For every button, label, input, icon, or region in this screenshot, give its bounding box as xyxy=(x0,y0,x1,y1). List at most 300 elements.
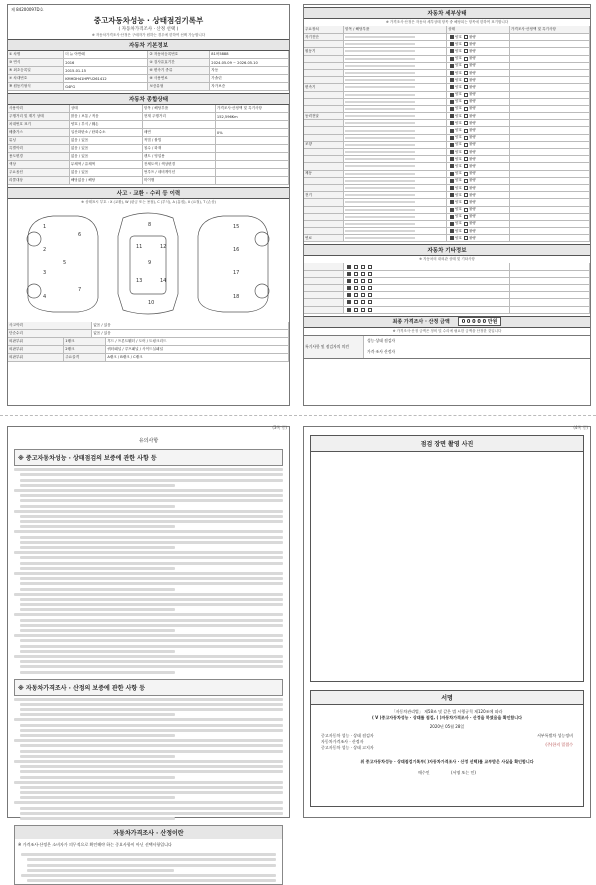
detail-item-cell xyxy=(344,84,447,90)
detail-item-text xyxy=(345,101,415,103)
detail-item-text xyxy=(345,79,415,81)
detail-note-cell xyxy=(510,207,590,213)
detail-row xyxy=(304,178,590,185)
detail-row xyxy=(304,41,590,48)
text-line xyxy=(20,791,283,794)
detail-item-text xyxy=(345,223,415,225)
status-checkbox xyxy=(450,136,454,140)
detail-note-cell xyxy=(510,228,590,234)
detail-group-cell xyxy=(304,41,344,47)
status-label: 양호 xyxy=(454,48,462,53)
detail-status-cell xyxy=(447,214,510,220)
other-info-table xyxy=(304,263,590,313)
detail-note-cell xyxy=(510,185,590,191)
detail-status-cell xyxy=(447,156,510,162)
table-cell: 없음 / 있음 xyxy=(92,330,289,337)
text-line xyxy=(20,588,175,591)
status-checkbox xyxy=(450,85,454,89)
status-label: 불량 xyxy=(468,178,476,183)
text-line xyxy=(20,515,283,518)
notice-section-3-box xyxy=(14,825,283,885)
detail-status-cell xyxy=(447,84,510,90)
status-checkbox xyxy=(464,100,468,104)
text-line xyxy=(14,551,283,554)
detail-note-cell xyxy=(510,163,590,169)
detail-group-cell: 조향 xyxy=(304,142,344,148)
text-line xyxy=(20,660,283,663)
status-label: 양호 xyxy=(454,199,462,204)
detail-note-cell xyxy=(510,56,590,62)
detail-row xyxy=(304,171,590,178)
table-cell: 배출가스 xyxy=(8,129,70,136)
detail-note-cell xyxy=(510,113,590,119)
detail-item-text xyxy=(345,194,415,196)
other-checkbox xyxy=(347,272,351,276)
detail-note-cell xyxy=(510,84,590,90)
detail-item-text xyxy=(345,94,415,96)
table-cell: 2024.05.09 ~ 2026.05.10 xyxy=(210,59,289,66)
detail-row xyxy=(304,127,590,134)
detail-group-cell: 변속기 xyxy=(304,84,344,90)
detail-item-text xyxy=(345,165,415,167)
text-line xyxy=(20,536,283,539)
text-line xyxy=(14,489,283,492)
status-checkbox xyxy=(450,179,454,183)
detail-item-text xyxy=(345,108,415,110)
detail-note-cell xyxy=(510,77,590,83)
other-row xyxy=(304,285,590,292)
text-line xyxy=(20,807,283,810)
notice-body-1 xyxy=(8,468,289,673)
detail-status-cell xyxy=(447,63,510,69)
form-number: 제 84200097D호 xyxy=(11,7,44,12)
detail-item-cell xyxy=(344,70,447,76)
status-checkbox xyxy=(464,114,468,118)
car-part-number: 9 xyxy=(148,260,152,266)
other-status-cell xyxy=(344,292,510,298)
other-label-cell xyxy=(304,271,344,277)
special-notes-box xyxy=(304,335,590,359)
form-page-4 xyxy=(303,426,591,818)
status-checkbox xyxy=(450,236,454,240)
detail-group-cell: 자기진단 xyxy=(304,34,344,40)
table-cell: ③ 연식 xyxy=(8,59,64,66)
other-checkbox xyxy=(361,279,365,283)
text-line xyxy=(20,629,175,632)
car-part-number: 10 xyxy=(148,300,155,306)
page-number: (3쪽 중) xyxy=(272,425,287,430)
text-line xyxy=(14,530,283,533)
car-part-number: 1 xyxy=(43,224,47,230)
detail-row xyxy=(304,156,590,163)
table-cell: 침수 / 화재 xyxy=(143,145,216,152)
status-label: 불량 xyxy=(468,113,476,118)
table-cell: 항목 / 해당부품 xyxy=(143,105,216,112)
detail-item-cell xyxy=(344,185,447,191)
detail-item-cell xyxy=(344,113,447,119)
other-status-cell xyxy=(344,278,510,284)
status-checkbox xyxy=(464,57,468,61)
detail-group-cell xyxy=(304,163,344,169)
special-row-appraiser: 가격·조사 산정자 xyxy=(367,349,396,355)
status-checkbox xyxy=(464,143,468,147)
table-cell: G4FG xyxy=(64,83,148,90)
status-label: 불량 xyxy=(468,56,476,61)
detail-note-cell xyxy=(510,149,590,155)
status-checkbox xyxy=(464,107,468,111)
special-row-inspector: 성능·상태 점검자 xyxy=(367,338,396,344)
other-label-cell xyxy=(304,307,344,313)
table-cell: 152,596Km xyxy=(216,113,289,120)
table-cell: 리콜대상 xyxy=(8,177,70,184)
text-line xyxy=(20,608,175,611)
status-checkbox xyxy=(450,100,454,104)
status-checkbox xyxy=(450,143,454,147)
receiver-label: 매수인 xyxy=(418,770,430,775)
notice-section-3-title: 자동차가격조사 · 산정이란 xyxy=(15,826,282,839)
other-status-cell xyxy=(344,271,510,277)
status-label: 불량 xyxy=(468,171,476,176)
detail-item-text xyxy=(345,180,415,182)
table-cell: ⑧ 사용연료 xyxy=(148,75,210,82)
text-line xyxy=(20,744,283,747)
text-line xyxy=(27,864,276,867)
table-row xyxy=(8,51,289,59)
car-part-number: 6 xyxy=(78,232,82,238)
detail-item-text xyxy=(345,201,415,203)
status-label: 불량 xyxy=(468,185,476,190)
car-part-number: 5 xyxy=(63,260,67,266)
detail-item-text xyxy=(345,187,415,189)
text-line xyxy=(14,572,283,575)
final-amount-row xyxy=(304,316,590,328)
detail-status-cell xyxy=(447,135,510,141)
detail-status-cell xyxy=(447,178,510,184)
status-checkbox xyxy=(464,93,468,97)
status-checkbox xyxy=(450,129,454,133)
text-line xyxy=(20,765,283,768)
detail-item-cell xyxy=(344,56,447,62)
car-right-rear-wheel xyxy=(255,284,269,298)
text-line xyxy=(14,655,283,658)
detail-note-cell xyxy=(510,142,590,148)
other-status-cell xyxy=(344,263,510,269)
other-checkbox xyxy=(354,308,358,312)
detail-item-cell xyxy=(344,135,447,141)
detail-row xyxy=(304,84,590,91)
car-part-number: 17 xyxy=(233,270,240,276)
status-checkbox xyxy=(450,93,454,97)
detail-status-cell xyxy=(447,99,510,105)
detail-note-cell xyxy=(510,48,590,54)
status-label: 양호 xyxy=(454,84,462,89)
text-line xyxy=(20,619,283,622)
detail-item-cell xyxy=(344,163,447,169)
detail-row xyxy=(304,63,590,70)
text-line xyxy=(14,760,283,763)
text-line xyxy=(20,665,283,668)
table-cell: KMHDH41HPFU261412 xyxy=(64,75,148,82)
table-cell: 주요장치 xyxy=(304,26,344,33)
text-line xyxy=(20,650,175,653)
detail-group-cell xyxy=(304,106,344,112)
section-accident-history: 사고 · 교환 · 수리 등 이력 xyxy=(8,187,289,199)
other-row xyxy=(304,263,590,270)
signer-inspector: 중고자동차 성능 · 상태 점검자 xyxy=(321,733,374,738)
detail-status-cell xyxy=(447,185,510,191)
status-checkbox xyxy=(464,200,468,204)
signer-company: 서부특별차 성능정비 xyxy=(536,733,573,738)
car-left-front-wheel xyxy=(27,232,41,246)
detail-item-cell xyxy=(344,34,447,40)
text-line xyxy=(20,598,283,601)
other-note-cell xyxy=(510,285,590,291)
detail-status-cell xyxy=(447,171,510,177)
text-line xyxy=(20,729,283,732)
other-checkbox xyxy=(368,265,372,269)
table-row xyxy=(8,322,289,330)
detail-group-cell xyxy=(304,156,344,162)
table-cell xyxy=(216,145,289,152)
detail-note-cell xyxy=(510,92,590,98)
detail-row xyxy=(304,192,590,199)
status-label: 양호 xyxy=(454,70,462,75)
text-line xyxy=(14,698,283,701)
status-label: 불량 xyxy=(468,41,476,46)
status-label: 양호 xyxy=(454,178,462,183)
status-label: 양호 xyxy=(454,171,462,176)
status-checkbox xyxy=(464,193,468,197)
text-line xyxy=(20,505,175,508)
table-cell: 가격조사·산정액 및 특기사항 xyxy=(510,26,590,33)
other-checkbox xyxy=(361,308,365,312)
status-label: 불량 xyxy=(468,149,476,154)
detail-item-cell xyxy=(344,92,447,98)
detail-status-cell xyxy=(447,192,510,198)
text-line xyxy=(14,613,283,616)
detail-item-cell xyxy=(344,192,447,198)
table-cell: 없음 / 있음 xyxy=(92,322,289,329)
detail-note-cell xyxy=(510,214,590,220)
car-part-number: 11 xyxy=(136,244,143,250)
other-note-cell xyxy=(510,271,590,277)
company-seal: (주)한지 밀접수 xyxy=(545,742,573,747)
table-cell: 없음 / 있음 xyxy=(70,169,143,176)
text-line xyxy=(20,624,283,627)
status-checkbox xyxy=(464,215,468,219)
final-amount-label: 최종 가격조사 · 산정 금액 xyxy=(392,319,450,326)
detail-item-text xyxy=(345,137,415,139)
status-checkbox xyxy=(464,150,468,154)
detail-item-text xyxy=(345,216,415,218)
table-cell xyxy=(216,153,289,160)
detail-item-cell xyxy=(344,156,447,162)
table-cell: 없음 / 있음 xyxy=(70,153,143,160)
table-row xyxy=(8,105,289,113)
text-line xyxy=(20,724,283,727)
text-line xyxy=(21,874,276,877)
car-part-number: 2 xyxy=(43,247,47,253)
detail-note-cell xyxy=(510,171,590,177)
detail-item-cell xyxy=(344,127,447,133)
table-cell: 무채색 / 유채색 xyxy=(70,161,143,168)
detail-note-cell xyxy=(510,106,590,112)
table-cell xyxy=(216,177,289,184)
status-checkbox xyxy=(450,172,454,176)
status-checkbox xyxy=(450,200,454,204)
table-row xyxy=(8,153,289,161)
text-line xyxy=(21,853,276,856)
status-label: 양호 xyxy=(454,135,462,140)
table-cell: ⑦ 차대번호 xyxy=(8,75,64,82)
status-label: 불량 xyxy=(468,84,476,89)
table-row xyxy=(8,161,289,169)
table-cell: 튜닝 xyxy=(8,137,70,144)
other-note-cell xyxy=(510,299,590,305)
table-cell: 매연 xyxy=(143,129,216,136)
detail-row xyxy=(304,207,590,214)
detail-item-text xyxy=(345,130,415,132)
status-label: 양호 xyxy=(454,192,462,197)
detail-item-text xyxy=(345,65,415,67)
text-line xyxy=(20,484,175,487)
status-label: 양호 xyxy=(454,63,462,68)
detail-group-cell xyxy=(304,70,344,76)
detail-row xyxy=(304,163,590,170)
detail-group-cell xyxy=(304,214,344,220)
table-cell: 사고이력 xyxy=(8,322,92,329)
status-label: 불량 xyxy=(468,192,476,197)
other-checkbox xyxy=(368,300,372,304)
text-line xyxy=(14,468,283,471)
text-line xyxy=(27,869,174,872)
notice-section-1: ※ 중고자동차성능 · 상태점검의 보증에 관한 사항 등 xyxy=(14,449,283,466)
detail-status-cell xyxy=(447,127,510,133)
detail-item-cell xyxy=(344,221,447,227)
detail-group-cell xyxy=(304,56,344,62)
status-label: 불량 xyxy=(468,77,476,82)
detail-group-cell xyxy=(304,185,344,191)
text-line xyxy=(20,786,283,789)
status-label: 양호 xyxy=(454,41,462,46)
detail-group-cell xyxy=(304,120,344,126)
detail-item-cell xyxy=(344,106,447,112)
status-label: 양호 xyxy=(454,228,462,233)
table-cell: 1랭크 xyxy=(64,338,106,345)
table-row xyxy=(8,75,289,83)
text-line xyxy=(20,562,283,565)
car-part-number: 3 xyxy=(43,270,47,276)
text-line xyxy=(20,582,283,585)
detail-group-cell: 제동 xyxy=(304,171,344,177)
table-cell xyxy=(216,161,289,168)
detail-row xyxy=(304,70,590,77)
table-cell: 쿼터패널 / 루프패널 / 사이드실패널 xyxy=(106,346,289,353)
text-line xyxy=(20,639,283,642)
detail-group-cell xyxy=(304,207,344,213)
detail-item-text xyxy=(345,158,415,160)
text-line xyxy=(20,494,283,497)
status-checkbox xyxy=(450,107,454,111)
status-label: 양호 xyxy=(454,207,462,212)
table-cell: ④ 검사유효기간 xyxy=(148,59,210,66)
text-line xyxy=(20,817,175,820)
text-line xyxy=(14,510,283,513)
other-checkbox xyxy=(361,300,365,304)
detail-item-text xyxy=(345,173,415,175)
detail-note-cell xyxy=(510,178,590,184)
detail-status-cell xyxy=(447,48,510,54)
detail-group-cell xyxy=(304,221,344,227)
table-cell: 해당없음 / 해당 xyxy=(70,177,143,184)
status-checkbox xyxy=(450,78,454,82)
table-cell: 적법 / 불법 xyxy=(143,137,216,144)
table-cell: 전체도색 / 색상변경 xyxy=(143,161,216,168)
detail-row xyxy=(304,113,590,120)
detail-row xyxy=(304,221,590,228)
car-part-number: 15 xyxy=(233,224,240,230)
other-label-cell xyxy=(304,263,344,269)
text-line xyxy=(20,796,175,799)
detail-note-cell xyxy=(510,34,590,40)
table-cell: 미이행 xyxy=(143,177,216,184)
detail-item-cell xyxy=(344,120,447,126)
table-cell: 특별이력 xyxy=(8,145,70,152)
table-row xyxy=(8,121,289,129)
detail-status-cell xyxy=(447,199,510,205)
basic-info-table xyxy=(8,51,289,91)
status-label: 양호 xyxy=(454,56,462,61)
detail-status-cell xyxy=(447,120,510,126)
signature-law-2: ( V )중고자동차성능 · 상태를 점검, ( )자동차가격조사 · 산정을 하였음을 확인합니다 xyxy=(371,715,523,720)
table-cell: ② 자동차등록번호 xyxy=(148,51,210,58)
detail-row xyxy=(304,199,590,206)
detail-item-cell xyxy=(344,41,447,47)
text-line xyxy=(20,776,175,779)
table-cell: 보증유형 xyxy=(148,83,210,90)
other-checkbox xyxy=(347,265,351,269)
detail-item-cell xyxy=(344,142,447,148)
detail-item-text xyxy=(345,122,415,124)
car-part-number: 12 xyxy=(160,244,167,250)
status-label: 양호 xyxy=(454,156,462,161)
table-cell: 2랭크 xyxy=(64,346,106,353)
status-label: 불량 xyxy=(468,99,476,104)
other-checkbox xyxy=(368,293,372,297)
detail-item-text xyxy=(345,209,415,211)
receiver-sign: (서명 또는 인) xyxy=(450,770,476,775)
other-checkbox xyxy=(354,265,358,269)
other-note-cell xyxy=(510,292,590,298)
status-label: 불량 xyxy=(468,135,476,140)
status-label: 양호 xyxy=(454,185,462,190)
table-row xyxy=(8,145,289,153)
car-part-number: 18 xyxy=(233,294,240,300)
status-label: 불량 xyxy=(468,120,476,125)
table-cell xyxy=(216,169,289,176)
status-checkbox xyxy=(464,121,468,125)
detail-status-cell xyxy=(447,207,510,213)
detail-item-cell xyxy=(344,77,447,83)
detail-note-cell xyxy=(510,120,590,126)
text-line xyxy=(20,645,283,648)
detail-note-cell xyxy=(510,41,590,47)
status-label: 양호 xyxy=(454,149,462,154)
table-cell: 81버5888 xyxy=(210,51,289,58)
detail-group-cell xyxy=(304,63,344,69)
status-label: 양호 xyxy=(454,214,462,219)
detail-item-text xyxy=(345,72,415,74)
